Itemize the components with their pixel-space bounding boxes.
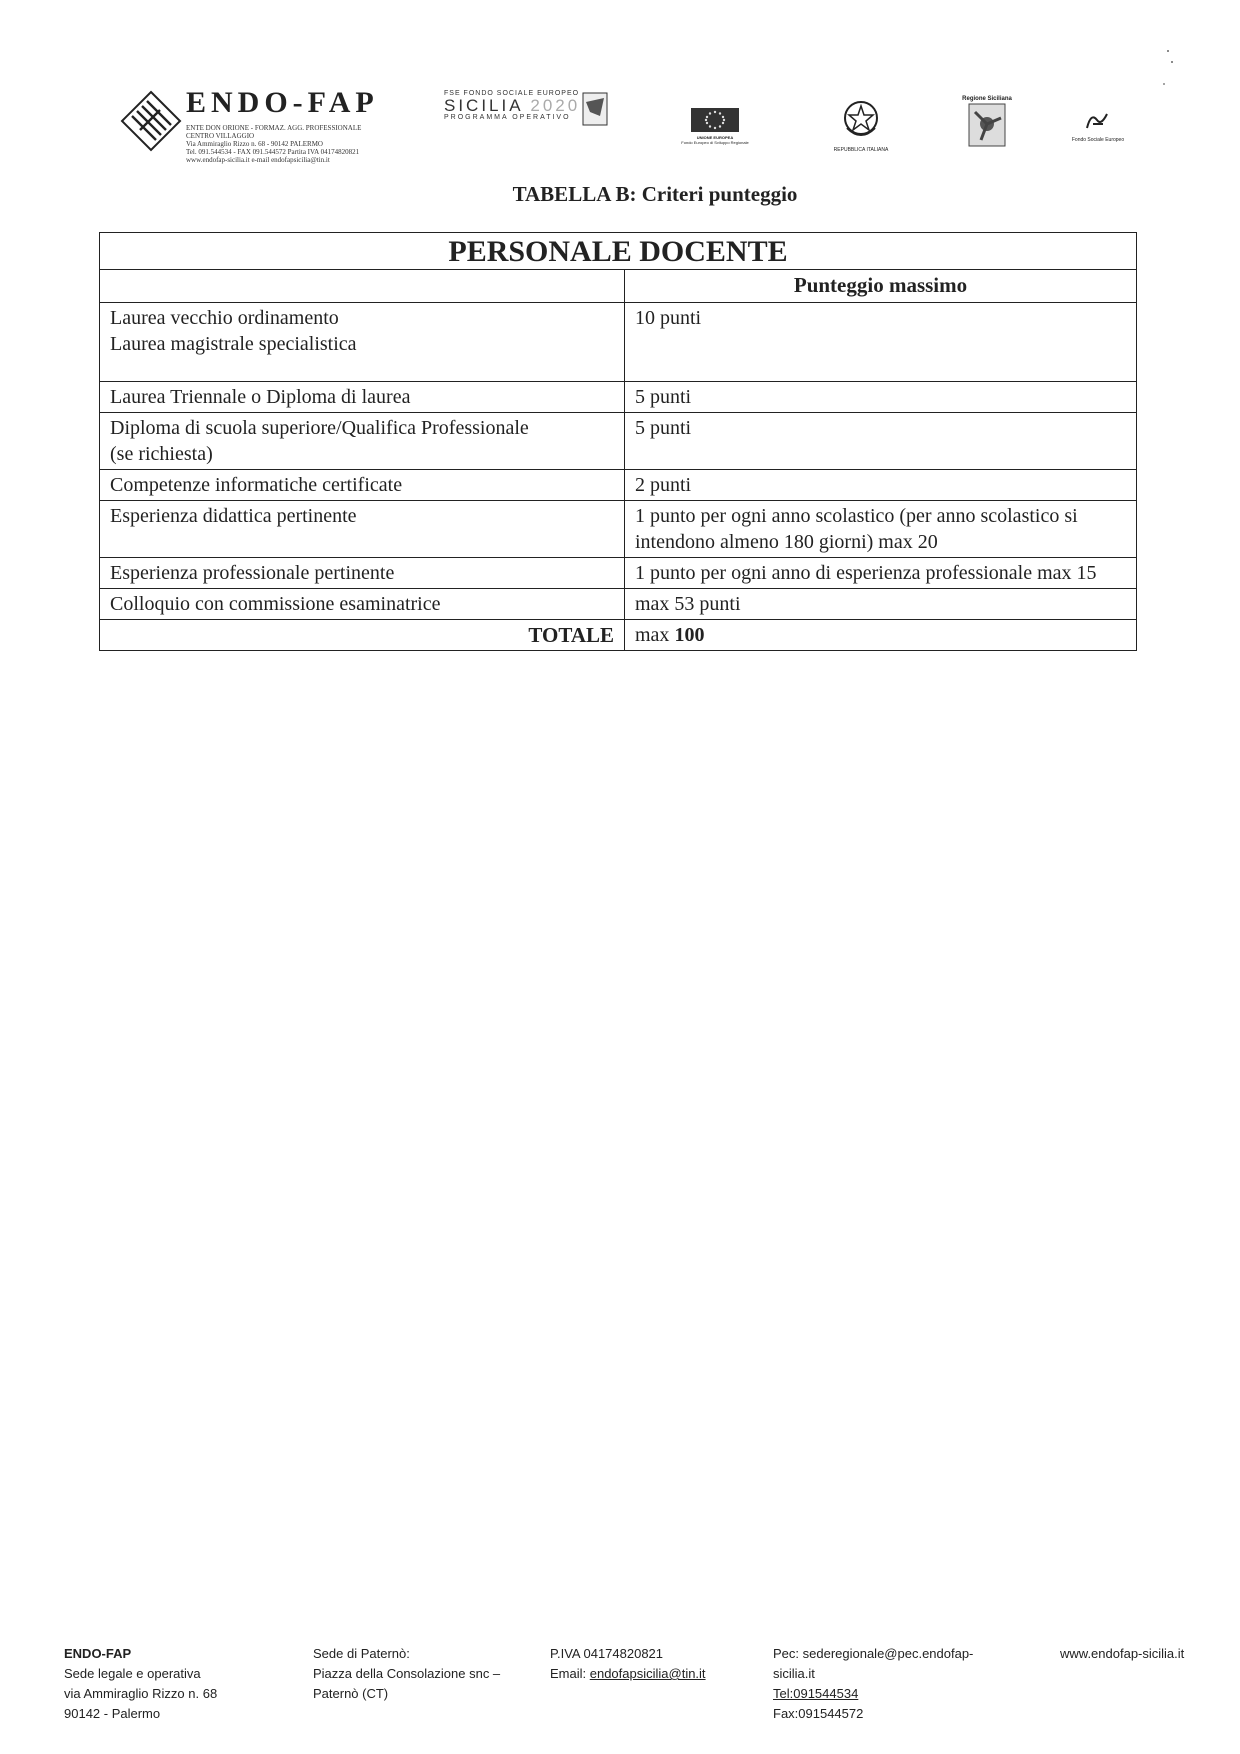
footer-text: Sede legale e operativa [64, 1666, 201, 1681]
score-cell: 2 punti [625, 470, 1137, 501]
column-header-row [100, 270, 1137, 303]
column-header-score: Punteggio massimo [625, 270, 1137, 303]
fse-year-text: 2020 [530, 96, 581, 115]
repubblica-label: REPUBBLICA ITALIANA [833, 147, 889, 153]
table-row [100, 382, 1137, 413]
eu-flag-icon [691, 108, 739, 132]
fse-bottom-label: PROGRAMMA OPERATIVO [444, 114, 571, 121]
fse-sicilia-text: SICILIA [444, 96, 523, 115]
total-label: TOTALE [100, 620, 625, 651]
total-value: 100 [674, 624, 705, 646]
table-row [100, 501, 1137, 558]
eu-stars-icon [691, 108, 739, 132]
criterion-cell: Diploma di scuola superiore/Qualifica Professionale (se richiesta) [100, 413, 625, 470]
footer-col-branch [313, 1644, 500, 1704]
footer-col-address [64, 1644, 217, 1724]
footer-email-link[interactable]: endofapsicilia@tin.it [589, 1666, 706, 1681]
total-row [100, 620, 1137, 651]
footer-tel[interactable]: Tel:091544534 [773, 1686, 859, 1701]
footer-email-line [550, 1664, 706, 1684]
footer-website[interactable]: www.endofap-sicilia.it [1060, 1646, 1185, 1661]
endo-sub-line: CENTRO VILLAGGIO [186, 132, 255, 140]
table-row [100, 558, 1137, 589]
empty-header-cell [100, 270, 625, 303]
criteria-table [99, 232, 1137, 651]
footer-col-vat [550, 1644, 706, 1684]
endo-sub-line: www.endofap-sicilia.it e-mail endofapsicilia@tin.it [186, 156, 330, 164]
trinacria-icon [967, 102, 1007, 148]
fse-main-label [444, 97, 604, 114]
footer-vat: P.IVA 04174820821 [550, 1646, 664, 1661]
regione-siciliana-logo [952, 96, 1022, 156]
fse-sicilia-logo [444, 90, 604, 140]
italian-emblem-icon [841, 98, 881, 140]
score-cell: 5 punti [625, 382, 1137, 413]
endo-fap-emblem-icon [120, 90, 182, 152]
endo-fap-logo [120, 86, 400, 168]
table-heading: PERSONALE DOCENTE [100, 233, 1137, 270]
criterion-cell: Laurea Triennale o Diploma di laurea [100, 382, 625, 413]
endo-sub-line: ENTE DON ORIONE - FORMAZ. AGG. PROFESSIONALE [186, 124, 362, 132]
criterion-cell: Competenze informatiche certificate [100, 470, 625, 501]
fse-logo [1066, 110, 1130, 144]
document-title: TABELLA B: Criteri punteggio [512, 182, 798, 206]
eu-label: UNIONE EUROPEA [696, 135, 734, 140]
fse-label: Fondo Sociale Europeo [1071, 137, 1125, 143]
score-cell: max 53 punti [625, 589, 1137, 620]
fse-top-label: FSE FONDO SOCIALE EUROPEO [444, 90, 580, 97]
footer-col-web [1060, 1644, 1184, 1664]
eu-sub-label: Fondo Europeo di Sviluppo Regionale [681, 140, 749, 145]
score-cell: 10 punti [625, 303, 1137, 382]
criterion-cell: Laurea vecchio ordinamento Laurea magistrale specialistica [100, 303, 625, 382]
repubblica-logo [826, 98, 896, 153]
footer-text: Piazza della Consolazione snc – [313, 1666, 501, 1681]
endo-sub-line: Via Ammiraglio Rizzo n. 68 - 90142 PALERMO [186, 140, 323, 148]
endo-sub-line: Tel. 091.544534 - FAX 091.544572 Partita IVA 04174820821 [186, 148, 360, 156]
footer-org-name: ENDO-FAP [64, 1646, 132, 1661]
footer-fax: Fax:091544572 [773, 1706, 864, 1721]
total-score-cell [625, 620, 1137, 651]
criterion-cell: Esperienza didattica pertinente [100, 501, 625, 558]
table-row [100, 303, 1137, 382]
footer-text: Sede di Paternò: [313, 1646, 410, 1661]
fse-mark-icon [1083, 110, 1113, 132]
sicily-map-icon [582, 92, 608, 126]
footer-col-contacts [773, 1644, 1005, 1724]
table-row [100, 413, 1137, 470]
regione-label: Regione Siciliana [962, 96, 1012, 102]
scan-specks [1160, 48, 1180, 88]
endo-fap-subtitle [186, 124, 406, 164]
endo-fap-name: ENDO-FAP [186, 86, 379, 119]
footer-email-label: Email: [550, 1666, 590, 1681]
table-row [100, 470, 1137, 501]
score-cell: 1 punto per ogni anno di esperienza professionale max 15 [625, 558, 1137, 589]
eu-logo [654, 108, 776, 150]
footer-text: Paternò (CT) [313, 1686, 389, 1701]
total-prefix: max [635, 624, 675, 646]
letterhead [0, 0, 1240, 180]
criterion-cell: Esperienza professionale pertinente [100, 558, 625, 589]
table-row [100, 589, 1137, 620]
footer-text: 90142 - Palermo [64, 1706, 161, 1721]
score-cell: 1 punto per ogni anno scolastico (per anno scolastico si intendono almeno 180 giorni) max 20 [625, 501, 1137, 558]
criterion-cell: Colloquio con commissione esaminatrice [100, 589, 625, 620]
footer-pec: Pec: sederegionale@pec.endofap-sicilia.it [773, 1646, 974, 1681]
page-footer [0, 1644, 1240, 1744]
score-cell: 5 punti [625, 413, 1137, 470]
footer-text: via Ammiraglio Rizzo n. 68 [64, 1686, 218, 1701]
table-heading-row [100, 233, 1137, 270]
